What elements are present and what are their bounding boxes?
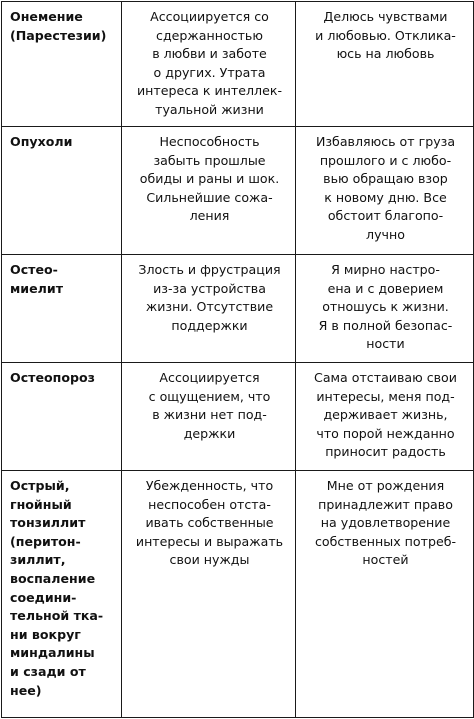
cause-cell: Злость и фрустрация из-за устройства жизни. Отсутствие поддержки	[122, 255, 296, 363]
table-row	[2, 471, 474, 718]
cause-cell: Убежденность, что неспособен отста- ивать собственные интересы и выражать свои нужды	[122, 471, 296, 718]
condition-cell: Опухоли	[2, 127, 122, 255]
condition-cell: Остеопороз	[2, 363, 122, 471]
table-row	[2, 127, 474, 255]
affirmation-cell: Я мирно настро- ена и с доверием отношусь к жизни. Я в полной безопас- ности	[296, 255, 474, 363]
table-row	[2, 255, 474, 363]
condition-cell: Онемение (Парестезии)	[2, 2, 122, 127]
affirmation-cell: Сама отстаиваю свои интересы, меня под- держивает жизнь, что порой нежданно приносит радость	[296, 363, 474, 471]
condition-cell: Острый, гнойный тонзиллит (перитон- зиллит, воспаление соедини- тельной тка- ни вокруг миндалины и сзади от нее)	[2, 471, 122, 718]
table-row	[2, 363, 474, 471]
condition-cell: Остео- миелит	[2, 255, 122, 363]
cause-cell: Ассоциируется со сдержанностью в любви и заботе о других. Утрата интереса к интеллек- туальной жизни	[122, 2, 296, 127]
cause-cell: Неспособность забыть прошлые обиды и раны и шок. Сильнейшие сожа- ления	[122, 127, 296, 255]
reference-table	[1, 1, 474, 718]
affirmation-cell: Делюсь чувствами и любовью. Отклика- юсь на любовь	[296, 2, 474, 127]
table-row	[2, 2, 474, 127]
affirmation-cell: Мне от рождения принадлежит право на удовлетворение собственных потреб- ностей	[296, 471, 474, 718]
cause-cell: Ассоциируется с ощущением, что в жизни нет под- держки	[122, 363, 296, 471]
affirmation-cell: Избавляюсь от груза прошлого и с любо- вью обращаю взор к новому дню. Все обстоит благопо- лучно	[296, 127, 474, 255]
